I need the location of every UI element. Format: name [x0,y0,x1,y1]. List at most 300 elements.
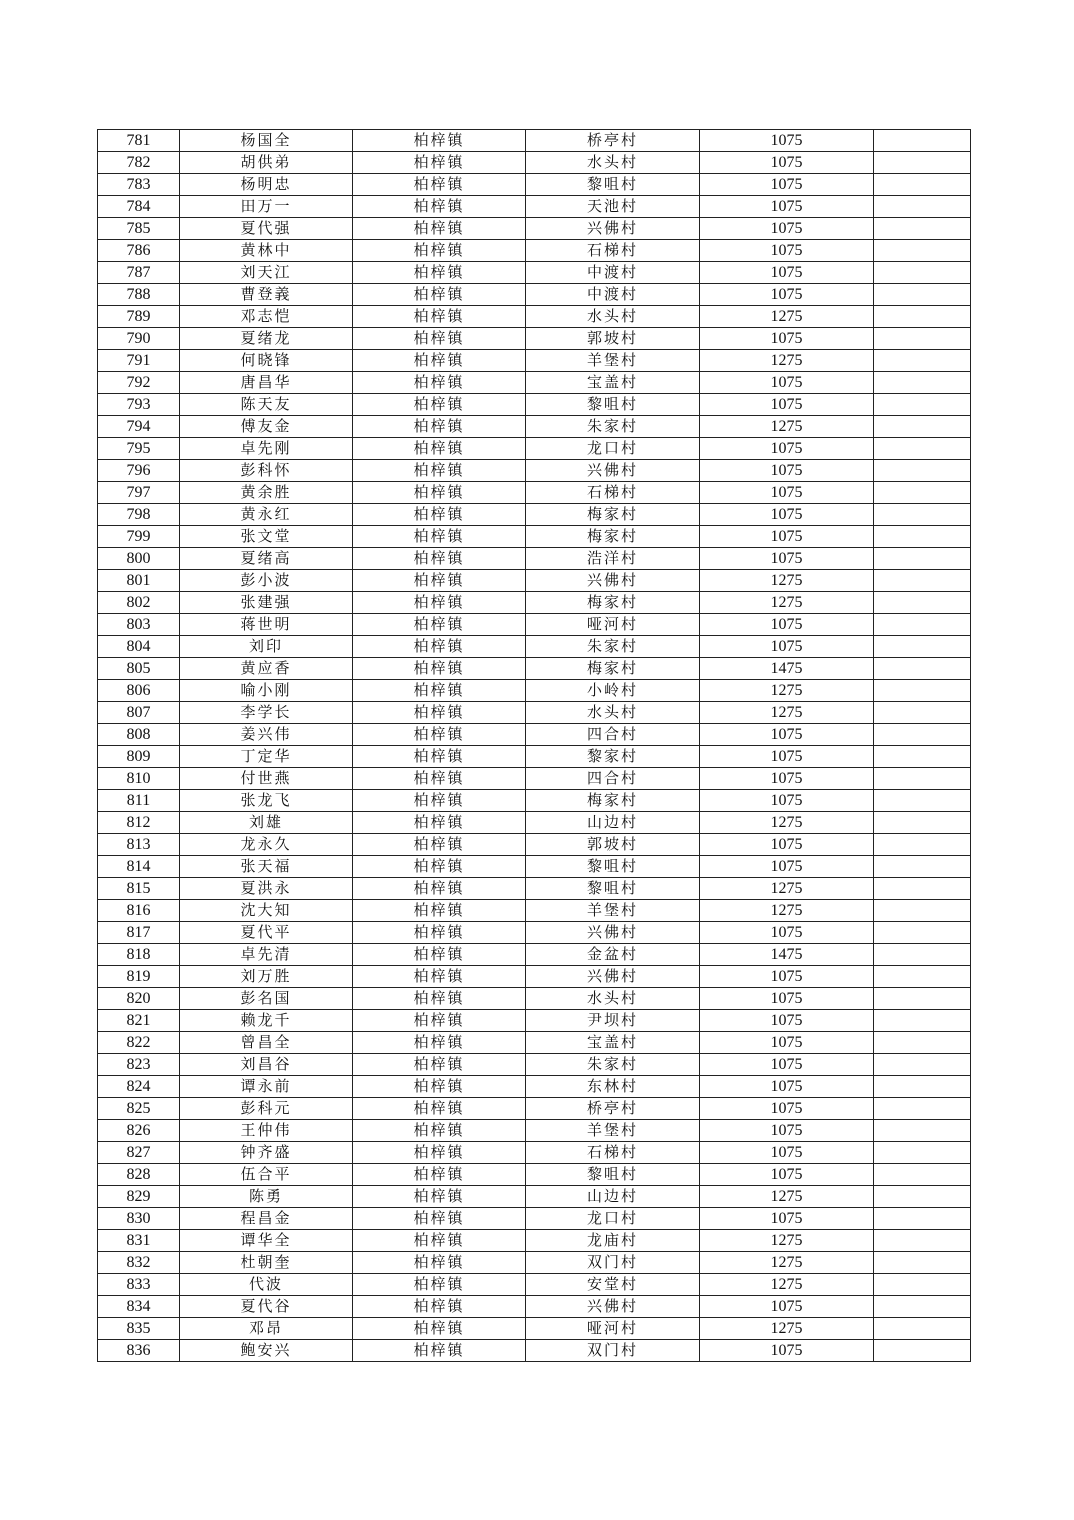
village-cell: 黎家村 [526,746,700,768]
village-cell: 水头村 [526,306,700,328]
table-row [98,1296,971,1318]
amount-cell: 1075 [700,1032,874,1054]
name-cell: 刘天江 [180,262,353,284]
village-cell: 金盆村 [526,944,700,966]
table-row [98,944,971,966]
town-cell: 柏梓镇 [353,680,526,702]
village-cell: 宝盖村 [526,372,700,394]
town-cell: 柏梓镇 [353,878,526,900]
amount-cell: 1075 [700,196,874,218]
village-cell: 水头村 [526,702,700,724]
name-cell: 彭科怀 [180,460,353,482]
row-number-cell: 792 [98,372,180,394]
note-cell [874,482,971,504]
table-row [98,328,971,350]
town-cell: 柏梓镇 [353,988,526,1010]
table-row [98,878,971,900]
amount-cell: 1075 [700,152,874,174]
village-cell: 桥亭村 [526,130,700,152]
table-row [98,1318,971,1340]
note-cell [874,680,971,702]
row-number-cell: 823 [98,1054,180,1076]
village-cell: 浩洋村 [526,548,700,570]
name-cell: 赖龙千 [180,1010,353,1032]
name-cell: 卓先刚 [180,438,353,460]
note-cell [874,966,971,988]
town-cell: 柏梓镇 [353,1186,526,1208]
amount-cell: 1075 [700,394,874,416]
table-row [98,614,971,636]
town-cell: 柏梓镇 [353,614,526,636]
amount-cell: 1275 [700,350,874,372]
row-number-cell: 781 [98,130,180,152]
town-cell: 柏梓镇 [353,240,526,262]
row-number-cell: 786 [98,240,180,262]
note-cell [874,1142,971,1164]
name-cell: 喻小刚 [180,680,353,702]
name-cell: 陈天友 [180,394,353,416]
town-cell: 柏梓镇 [353,790,526,812]
town-cell: 柏梓镇 [353,724,526,746]
amount-cell: 1075 [700,1296,874,1318]
table-row [98,130,971,152]
village-cell: 山边村 [526,812,700,834]
row-number-cell: 795 [98,438,180,460]
row-number-cell: 812 [98,812,180,834]
amount-cell: 1075 [700,1076,874,1098]
subsidy-list-table [97,129,971,1362]
village-cell: 天池村 [526,196,700,218]
name-cell: 彭科元 [180,1098,353,1120]
amount-cell: 1275 [700,592,874,614]
amount-cell: 1075 [700,790,874,812]
row-number-cell: 830 [98,1208,180,1230]
amount-cell: 1075 [700,614,874,636]
row-number-cell: 824 [98,1076,180,1098]
table-row [98,284,971,306]
town-cell: 柏梓镇 [353,1010,526,1032]
village-cell: 水头村 [526,988,700,1010]
table-row [98,1164,971,1186]
village-cell: 哑河村 [526,1318,700,1340]
name-cell: 张天福 [180,856,353,878]
row-number-cell: 836 [98,1340,180,1362]
row-number-cell: 821 [98,1010,180,1032]
row-number-cell: 809 [98,746,180,768]
village-cell: 中渡村 [526,284,700,306]
town-cell: 柏梓镇 [353,262,526,284]
note-cell [874,262,971,284]
name-cell: 彭名国 [180,988,353,1010]
name-cell: 刘昌谷 [180,1054,353,1076]
town-cell: 柏梓镇 [353,658,526,680]
village-cell: 朱家村 [526,416,700,438]
row-number-cell: 800 [98,548,180,570]
name-cell: 程昌金 [180,1208,353,1230]
row-number-cell: 797 [98,482,180,504]
town-cell: 柏梓镇 [353,1252,526,1274]
town-cell: 柏梓镇 [353,1054,526,1076]
note-cell [874,1230,971,1252]
table-row [98,790,971,812]
table-row [98,966,971,988]
village-cell: 四合村 [526,768,700,790]
name-cell: 夏绪龙 [180,328,353,350]
row-number-cell: 805 [98,658,180,680]
town-cell: 柏梓镇 [353,834,526,856]
note-cell [874,548,971,570]
note-cell [874,328,971,350]
note-cell [874,1296,971,1318]
amount-cell: 1275 [700,812,874,834]
table-row [98,746,971,768]
amount-cell: 1275 [700,306,874,328]
note-cell [874,790,971,812]
row-number-cell: 793 [98,394,180,416]
amount-cell: 1075 [700,284,874,306]
name-cell: 李学长 [180,702,353,724]
town-cell: 柏梓镇 [353,636,526,658]
table-row [98,768,971,790]
amount-cell: 1075 [700,240,874,262]
note-cell [874,812,971,834]
village-cell: 羊堡村 [526,350,700,372]
village-cell: 四合村 [526,724,700,746]
amount-cell: 1275 [700,680,874,702]
amount-cell: 1075 [700,768,874,790]
village-cell: 龙口村 [526,438,700,460]
village-cell: 黎咀村 [526,856,700,878]
note-cell [874,130,971,152]
name-cell: 龙永久 [180,834,353,856]
row-number-cell: 796 [98,460,180,482]
note-cell [874,988,971,1010]
row-number-cell: 831 [98,1230,180,1252]
village-cell: 桥亭村 [526,1098,700,1120]
name-cell: 田万一 [180,196,353,218]
name-cell: 刘雄 [180,812,353,834]
table-row [98,1054,971,1076]
table-row [98,394,971,416]
amount-cell: 1075 [700,1098,874,1120]
table-row [98,196,971,218]
name-cell: 钟齐盛 [180,1142,353,1164]
table-row [98,1230,971,1252]
amount-cell: 1075 [700,548,874,570]
amount-cell: 1075 [700,482,874,504]
town-cell: 柏梓镇 [353,1208,526,1230]
amount-cell: 1275 [700,900,874,922]
town-cell: 柏梓镇 [353,812,526,834]
note-cell [874,570,971,592]
row-number-cell: 818 [98,944,180,966]
town-cell: 柏梓镇 [353,152,526,174]
town-cell: 柏梓镇 [353,1098,526,1120]
name-cell: 代波 [180,1274,353,1296]
town-cell: 柏梓镇 [353,1120,526,1142]
table-row [98,1076,971,1098]
village-cell: 朱家村 [526,1054,700,1076]
row-number-cell: 815 [98,878,180,900]
town-cell: 柏梓镇 [353,1032,526,1054]
town-cell: 柏梓镇 [353,372,526,394]
note-cell [874,152,971,174]
row-number-cell: 802 [98,592,180,614]
row-number-cell: 822 [98,1032,180,1054]
row-number-cell: 813 [98,834,180,856]
table-row [98,306,971,328]
name-cell: 夏代强 [180,218,353,240]
note-cell [874,196,971,218]
village-cell: 兴佛村 [526,966,700,988]
town-cell: 柏梓镇 [353,460,526,482]
note-cell [874,1032,971,1054]
name-cell: 夏代谷 [180,1296,353,1318]
village-cell: 兴佛村 [526,1296,700,1318]
row-number-cell: 829 [98,1186,180,1208]
row-number-cell: 787 [98,262,180,284]
amount-cell: 1075 [700,504,874,526]
table-row [98,350,971,372]
amount-cell: 1075 [700,1340,874,1362]
note-cell [874,1010,971,1032]
name-cell: 蒋世明 [180,614,353,636]
amount-cell: 1075 [700,966,874,988]
village-cell: 双门村 [526,1252,700,1274]
village-cell: 兴佛村 [526,922,700,944]
table-row [98,504,971,526]
amount-cell: 1075 [700,636,874,658]
name-cell: 杜朝奎 [180,1252,353,1274]
table-row [98,724,971,746]
note-cell [874,350,971,372]
name-cell: 刘印 [180,636,353,658]
row-number-cell: 811 [98,790,180,812]
village-cell: 石梯村 [526,240,700,262]
name-cell: 黄应香 [180,658,353,680]
note-cell [874,1054,971,1076]
note-cell [874,306,971,328]
town-cell: 柏梓镇 [353,284,526,306]
town-cell: 柏梓镇 [353,1340,526,1362]
town-cell: 柏梓镇 [353,856,526,878]
note-cell [874,768,971,790]
table-row [98,460,971,482]
table-row [98,526,971,548]
name-cell: 邓昂 [180,1318,353,1340]
name-cell: 沈大知 [180,900,353,922]
name-cell: 伍合平 [180,1164,353,1186]
village-cell: 尹坝村 [526,1010,700,1032]
town-cell: 柏梓镇 [353,944,526,966]
village-cell: 兴佛村 [526,460,700,482]
note-cell [874,438,971,460]
name-cell: 陈勇 [180,1186,353,1208]
table-row [98,636,971,658]
note-cell [874,922,971,944]
name-cell: 杨国全 [180,130,353,152]
amount-cell: 1475 [700,658,874,680]
town-cell: 柏梓镇 [353,1142,526,1164]
note-cell [874,1318,971,1340]
note-cell [874,504,971,526]
town-cell: 柏梓镇 [353,548,526,570]
note-cell [874,174,971,196]
amount-cell: 1275 [700,1252,874,1274]
table-row [98,1032,971,1054]
amount-cell: 1075 [700,372,874,394]
village-cell: 羊堡村 [526,1120,700,1142]
table-row [98,1120,971,1142]
amount-cell: 1075 [700,1010,874,1032]
row-number-cell: 794 [98,416,180,438]
amount-cell: 1075 [700,460,874,482]
name-cell: 唐昌华 [180,372,353,394]
amount-cell: 1275 [700,702,874,724]
amount-cell: 1075 [700,1164,874,1186]
row-number-cell: 784 [98,196,180,218]
town-cell: 柏梓镇 [353,482,526,504]
table-row [98,1208,971,1230]
note-cell [874,658,971,680]
table-row [98,834,971,856]
note-cell [874,614,971,636]
name-cell: 胡供弟 [180,152,353,174]
row-number-cell: 833 [98,1274,180,1296]
name-cell: 谭永前 [180,1076,353,1098]
note-cell [874,1164,971,1186]
village-cell: 黎咀村 [526,174,700,196]
village-cell: 朱家村 [526,636,700,658]
table-row [98,856,971,878]
town-cell: 柏梓镇 [353,702,526,724]
name-cell: 王仲伟 [180,1120,353,1142]
table-row [98,1010,971,1032]
note-cell [874,240,971,262]
name-cell: 傅友金 [180,416,353,438]
table-row [98,658,971,680]
row-number-cell: 798 [98,504,180,526]
village-cell: 宝盖村 [526,1032,700,1054]
note-cell [874,834,971,856]
amount-cell: 1075 [700,130,874,152]
amount-cell: 1075 [700,1054,874,1076]
note-cell [874,526,971,548]
row-number-cell: 791 [98,350,180,372]
row-number-cell: 783 [98,174,180,196]
amount-cell: 1475 [700,944,874,966]
table-row [98,680,971,702]
table-row [98,900,971,922]
table-row [98,218,971,240]
name-cell: 鲍安兴 [180,1340,353,1362]
amount-cell: 1275 [700,1230,874,1252]
name-cell: 夏洪永 [180,878,353,900]
amount-cell: 1075 [700,724,874,746]
note-cell [874,460,971,482]
village-cell: 梅家村 [526,504,700,526]
row-number-cell: 828 [98,1164,180,1186]
name-cell: 杨明忠 [180,174,353,196]
village-cell: 哑河村 [526,614,700,636]
row-number-cell: 806 [98,680,180,702]
name-cell: 夏绪高 [180,548,353,570]
village-cell: 山边村 [526,1186,700,1208]
table-row [98,240,971,262]
amount-cell: 1075 [700,526,874,548]
town-cell: 柏梓镇 [353,1318,526,1340]
village-cell: 小岭村 [526,680,700,702]
town-cell: 柏梓镇 [353,416,526,438]
town-cell: 柏梓镇 [353,504,526,526]
amount-cell: 1275 [700,416,874,438]
name-cell: 曹登義 [180,284,353,306]
town-cell: 柏梓镇 [353,592,526,614]
row-number-cell: 799 [98,526,180,548]
village-cell: 梅家村 [526,790,700,812]
town-cell: 柏梓镇 [353,306,526,328]
amount-cell: 1075 [700,922,874,944]
amount-cell: 1075 [700,1142,874,1164]
table-body [98,130,971,1362]
table-row [98,1340,971,1362]
village-cell: 郭坡村 [526,328,700,350]
town-cell: 柏梓镇 [353,130,526,152]
amount-cell: 1075 [700,856,874,878]
row-number-cell: 804 [98,636,180,658]
village-cell: 安堂村 [526,1274,700,1296]
village-cell: 水头村 [526,152,700,174]
amount-cell: 1075 [700,328,874,350]
note-cell [874,372,971,394]
note-cell [874,1208,971,1230]
table-row [98,1274,971,1296]
amount-cell: 1075 [700,746,874,768]
row-number-cell: 814 [98,856,180,878]
amount-cell: 1075 [700,262,874,284]
row-number-cell: 810 [98,768,180,790]
amount-cell: 1275 [700,570,874,592]
row-number-cell: 807 [98,702,180,724]
village-cell: 郭坡村 [526,834,700,856]
amount-cell: 1275 [700,1318,874,1340]
note-cell [874,702,971,724]
amount-cell: 1075 [700,988,874,1010]
name-cell: 张建强 [180,592,353,614]
town-cell: 柏梓镇 [353,328,526,350]
name-cell: 邓志恺 [180,306,353,328]
table-row [98,592,971,614]
row-number-cell: 803 [98,614,180,636]
town-cell: 柏梓镇 [353,900,526,922]
village-cell: 龙庙村 [526,1230,700,1252]
table-row [98,372,971,394]
row-number-cell: 790 [98,328,180,350]
amount-cell: 1275 [700,1274,874,1296]
name-cell: 何晓锋 [180,350,353,372]
amount-cell: 1075 [700,174,874,196]
village-cell: 梅家村 [526,592,700,614]
name-cell: 黄余胜 [180,482,353,504]
note-cell [874,746,971,768]
row-number-cell: 834 [98,1296,180,1318]
name-cell: 黄林中 [180,240,353,262]
town-cell: 柏梓镇 [353,1296,526,1318]
note-cell [874,592,971,614]
village-cell: 石梯村 [526,482,700,504]
table-row [98,262,971,284]
table-row [98,1142,971,1164]
